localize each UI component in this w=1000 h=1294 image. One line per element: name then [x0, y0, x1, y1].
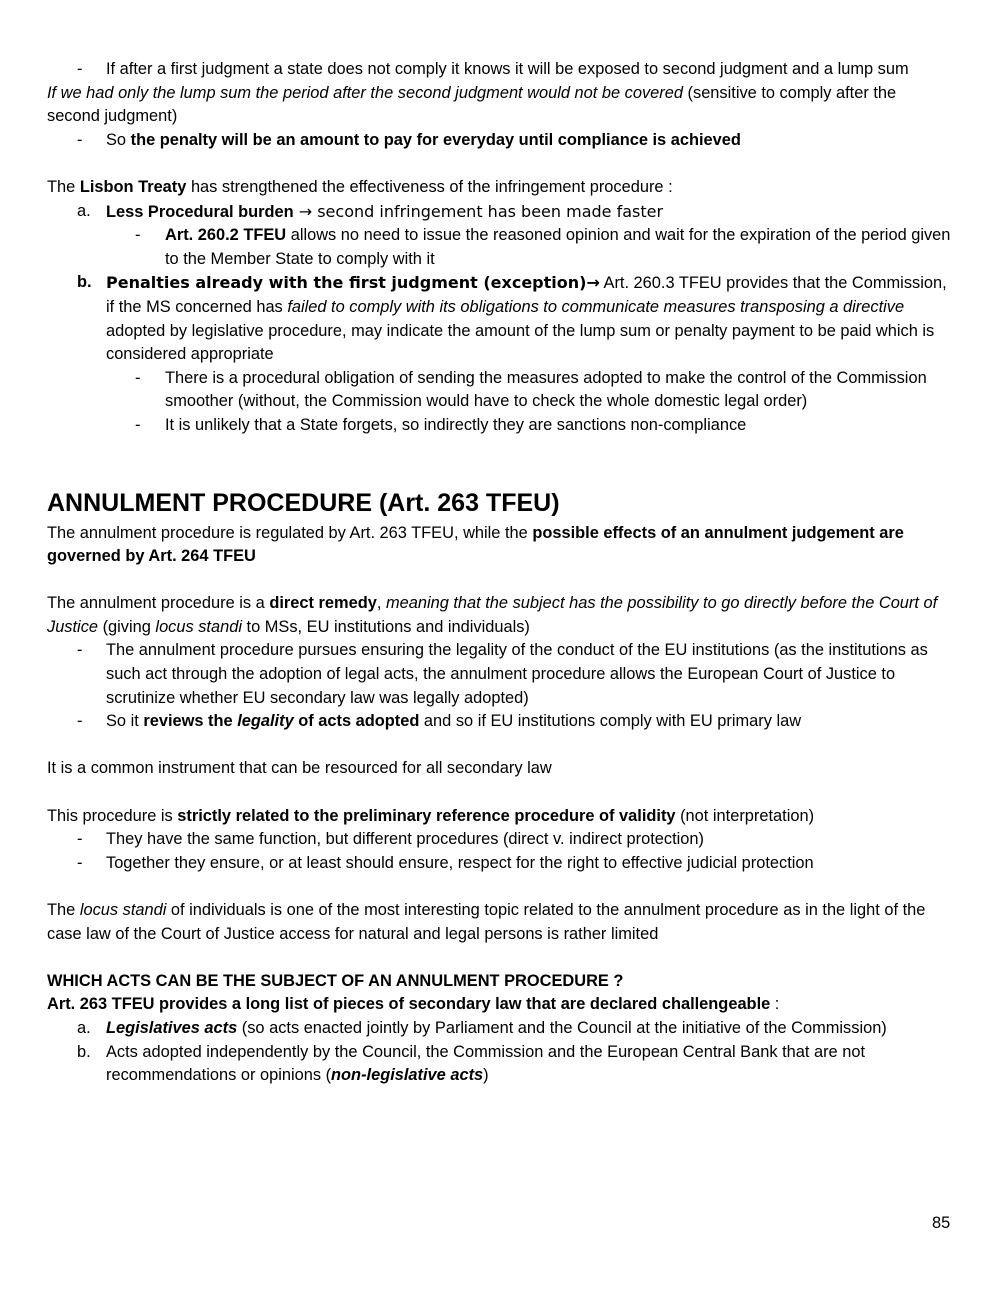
paragraph: It is a common instrument that can be resourced for all secondary law: [47, 759, 552, 778]
list-marker: b.: [77, 273, 92, 292]
bullet-dash: -: [135, 368, 141, 387]
list-item: - They have the same function, but different procedures (direct v. indirect protection): [47, 828, 952, 852]
section-heading: ANNULMENT PROCEDURE (Art. 263 TFEU): [47, 488, 560, 517]
list-item: - If after a first judgment a state does not comply it knows it will be exposed to second judgment and a lump sum: [47, 58, 952, 82]
paragraph: If we had only the lump sum the period after the second judgment would not be covered (sensitive to comply after the second judgment): [47, 83, 897, 126]
paragraph: The locus standi of individuals is one of the most interesting topic related to the annulment procedure as in the light of the case law of the Court of Justice access for natural and legal persons is rather limited: [47, 901, 926, 943]
bullet-dash: -: [77, 712, 83, 731]
bullet-dash: -: [77, 853, 83, 872]
bullet-dash: -: [77, 641, 83, 660]
paragraph: This procedure is strictly related to the preliminary reference procedure of validity (not interpretation): [47, 806, 815, 825]
ordered-list: [47, 200, 952, 438]
ordered-list: [47, 1017, 952, 1088]
bullet-dash: -: [77, 130, 83, 149]
list-marker: a.: [77, 201, 91, 220]
bullet-dash: -: [135, 226, 141, 245]
document-page: [47, 58, 952, 1088]
bullet-dash: -: [77, 60, 83, 78]
paragraph: The annulment procedure is a direct remedy, meaning that the subject has the possibility to go directly before the Court of Justice (giving locus standi to MSs, EU institutions and individuals): [47, 594, 938, 636]
bullet-dash: -: [77, 830, 83, 849]
bullet-list: [47, 639, 952, 733]
list-marker: b.: [77, 1042, 91, 1061]
list-item: - So the penalty will be an amount to pay for everyday until compliance is achieved: [47, 129, 952, 153]
paragraph: The annulment procedure is regulated by Art. 263 TFEU, while the possible effects of an annulment judgement are governed by Art. 264 TFEU: [47, 523, 904, 566]
list-item: - There is a procedural obligation of sending the measures adopted to make the control of the Commission smoother (without, the Commission would have to check the whole domestic legal order): [135, 368, 927, 411]
bullet-list: [47, 828, 952, 875]
list-item: a. Less Procedural burden → second infringement has been made faster: [47, 200, 952, 225]
paragraph-lisbon: The Lisbon Treaty has strengthened the effectiveness of the infringement procedure :: [47, 177, 673, 196]
paragraph: Art. 263 TFEU provides a long list of pieces of secondary law that are declared challengeable :: [47, 995, 780, 1014]
list-item: - Together they ensure, or at least should ensure, respect for the right to effective judicial protection: [47, 852, 952, 876]
bullet-dash: -: [135, 415, 141, 434]
list-marker: a.: [77, 1018, 91, 1037]
list-item: b. Acts adopted independently by the Council, the Commission and the European Central Bank that are not recommendations or opinions (non-legislative acts): [77, 1042, 865, 1085]
bullet-list: [47, 129, 952, 153]
list-item: a. Legislatives acts (so acts enacted jointly by Parliament and the Council at the initiative of the Commission): [47, 1017, 952, 1041]
list-item: - Art. 260.2 TFEU allows no need to issue the reasoned opinion and wait for the expiration of the period given to the Member State to comply with it: [135, 226, 951, 268]
list-item: - So it reviews the legality of acts adopted and so if EU institutions comply with EU primary law: [47, 710, 952, 734]
page-number: 85: [932, 1214, 951, 1232]
list-item: b. Penalties already with the first judgment (exception)→ Art. 260.3 TFEU provides that the Commission, if the MS concerned has failed to comply with its obligations to communicate measures transposing a directive adopted by legislative procedure, may indicate the amount of the lump sum or penalty payment to be paid which is considered appropriate: [77, 273, 947, 364]
list-item: - The annulment procedure pursues ensuring the legality of the conduct of the EU institutions (as the institutions as such act through the adoption of legal acts, the annulment procedure allows the European Court of Justice to scrutinize whether EU secondary law was legally adopted): [77, 641, 928, 707]
subsection-heading: WHICH ACTS CAN BE THE SUBJECT OF AN ANNULMENT PROCEDURE ?: [47, 971, 624, 990]
bullet-list: [47, 58, 952, 82]
list-item: - It is unlikely that a State forgets, so indirectly they are sanctions non-compliance: [47, 414, 952, 438]
